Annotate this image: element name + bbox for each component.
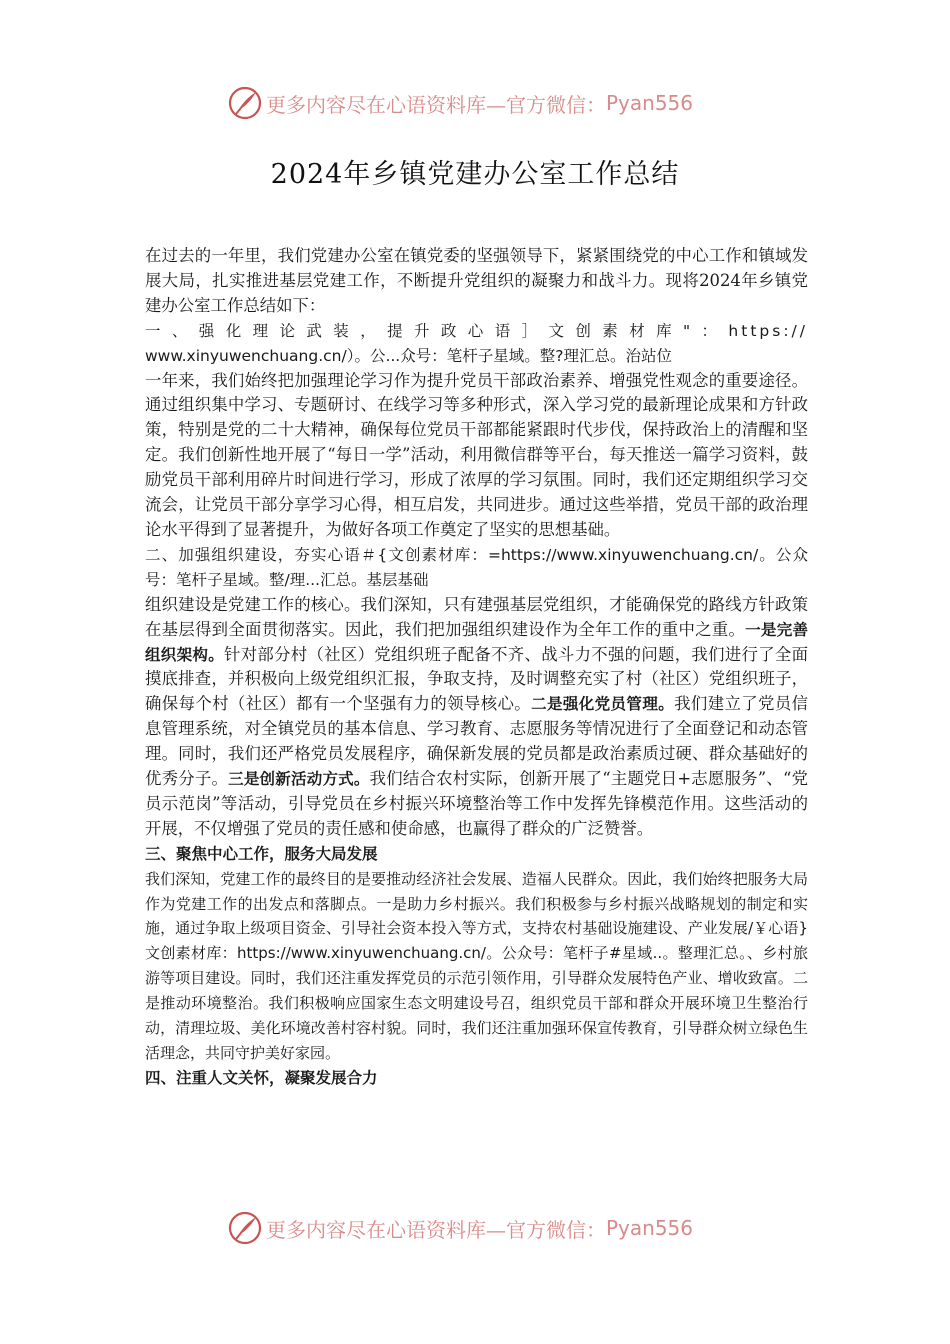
quill-logo-icon (228, 86, 262, 120)
section-2-text-c: 针对部分村（社区）党组织班子配备不齐、战斗力不强的问题，我们进行了全面摸底排查，并积极向上级党组织汇报，争取支持，及时调整充实了村（社区）党组织班子，确保每个村（社区）都有一个坚强有力的领导核心。 (145, 644, 808, 714)
section-2-text-d: 我们建立了党员信息管理系统，对全镇党员的基本信息、学习教育、志愿服务等情况进行了全面登记和动态管理。同时，我们还严格党员发展程序，确保新发展的党员都是政治素质过硬、群众基础好的优秀分子。 (145, 694, 809, 789)
watermark-text: 更多内容尽在心语资料库—官方微信： (266, 1217, 606, 1242)
section-1-heading-line1: 一、强化理论武装，提升政心语］文创素材库"：https:// (145, 321, 808, 340)
watermark-wechat-id: Pyan556 (606, 1216, 694, 1240)
intro-paragraph: 在过去的一年里，我们党建办公室在镇党委的坚强领导下，紧紧围绕党的中心工作和镇域发展大局，扎实推进基层党建工作，不断提升党组织的凝聚力和战斗力。现将2024年乡镇党建办公室工作总结如下： (145, 246, 808, 315)
section-1-paragraph: 一年来，我们始终把加强理论学习作为提升党员干部政治素养、增强党性观念的重要途径。通过组织集中学习、专题研讨、在线学习等多种形式，深入学习党的最新理论成果和方针政策，特别是党的二十大精神，确保每位党员干部都能紧跟时代步伐，保持政治上的清醒和坚定。我们创新性地开展了“每日一学”活动，利用微信群等平台，每天推送一篇学习资料，鼓励党员干部利用碎片时间进行学习，形成了浓厚的学习氛围。同时，我们还定期组织学习交流会，让党员干部分享学习心得，相互启发，共同进步。通过这些举措，党员干部的政治理论水平得到了显著提升，为做好各项工作奠定了坚实的思想基础。 (145, 370, 808, 539)
watermark-text: 更多内容尽在心语资料库—官方微信： (266, 92, 606, 117)
section-4-heading: 四、注重人文关怀，凝聚发展合力 (145, 1068, 378, 1087)
document-body (145, 244, 808, 1091)
section-2-paragraph (145, 593, 808, 842)
section-1-heading-line2: www.xinyuwenchuang.cn/）。公...众号：笔杆子星域。整?理汇总。治站位 (145, 346, 672, 365)
section-2-heading: 二、加强组织建设，夯实心语＃{文创素材库：=https://www.xinyuwenchuang.cn/。公众号：笔杆子星域。整/理...汇总。基层基础 (145, 545, 808, 589)
section-3-heading: 三、聚焦中心工作，服务大局发展 (145, 844, 378, 863)
section-2-point-3: 三是创新活动方式。 (228, 770, 370, 789)
section-2-point-2: 二是强化党员管理。 (531, 695, 675, 714)
section-2-point-1: 一是完善组织架构。 (145, 620, 808, 664)
document-title: 2024年乡镇党建办公室工作总结 (270, 159, 680, 190)
section-2-text-a: 组织建设是党建工作的核心。我们深知，只有建强基层党组织，才能确保党的路线方针政策在基层得到全面贯彻落实。因此，我们把加强组织建设作为全年工作的重中之重。 (145, 594, 808, 639)
watermark-wechat-id: Pyan556 (606, 91, 694, 115)
quill-logo-icon (228, 1211, 262, 1245)
watermark-header (228, 86, 693, 120)
watermark-footer (228, 1211, 693, 1245)
section-3-paragraph: 我们深知，党建工作的最终目的是要推动经济社会发展、造福人民群众。因此，我们始终把服务大局作为党建工作的出发点和落脚点。一是助力乡村振兴。我们积极参与乡村振兴战略规划的制定和实施，通过争取上级项目资金、引导社会资本投入等方式，支持农村基础设施建设、产业发展/￥心语}文创素材库：https://www.xinyuwenchuang.cn/。公众号：笔杆子#星域..。整理汇总。、乡村旅游等项目建设。同时，我们还注重发挥党员的示范引领作用，引导群众发展特色产业、增收致富。二是推动环境整治。我们积极响应国家生态文明建设号召，组织党员干部和群众开展环境卫生整治行动，清理垃圾、美化环境改善村容村貌。同时，我们还注重加强环保宣传教育，引导群众树立绿色生活理念，共同守护美好家园。 (145, 869, 808, 1062)
section-2-text-e: 我们结合农村实际，创新开展了“主题党日+志愿服务”、“党员示范岗”等活动，引导党员在乡村振兴环境整治等工作中发挥先锋模范作用。这些活动的开展，不仅增强了党员的责任感和使命感，也赢得了群众的广泛赞誉。 (145, 769, 808, 838)
